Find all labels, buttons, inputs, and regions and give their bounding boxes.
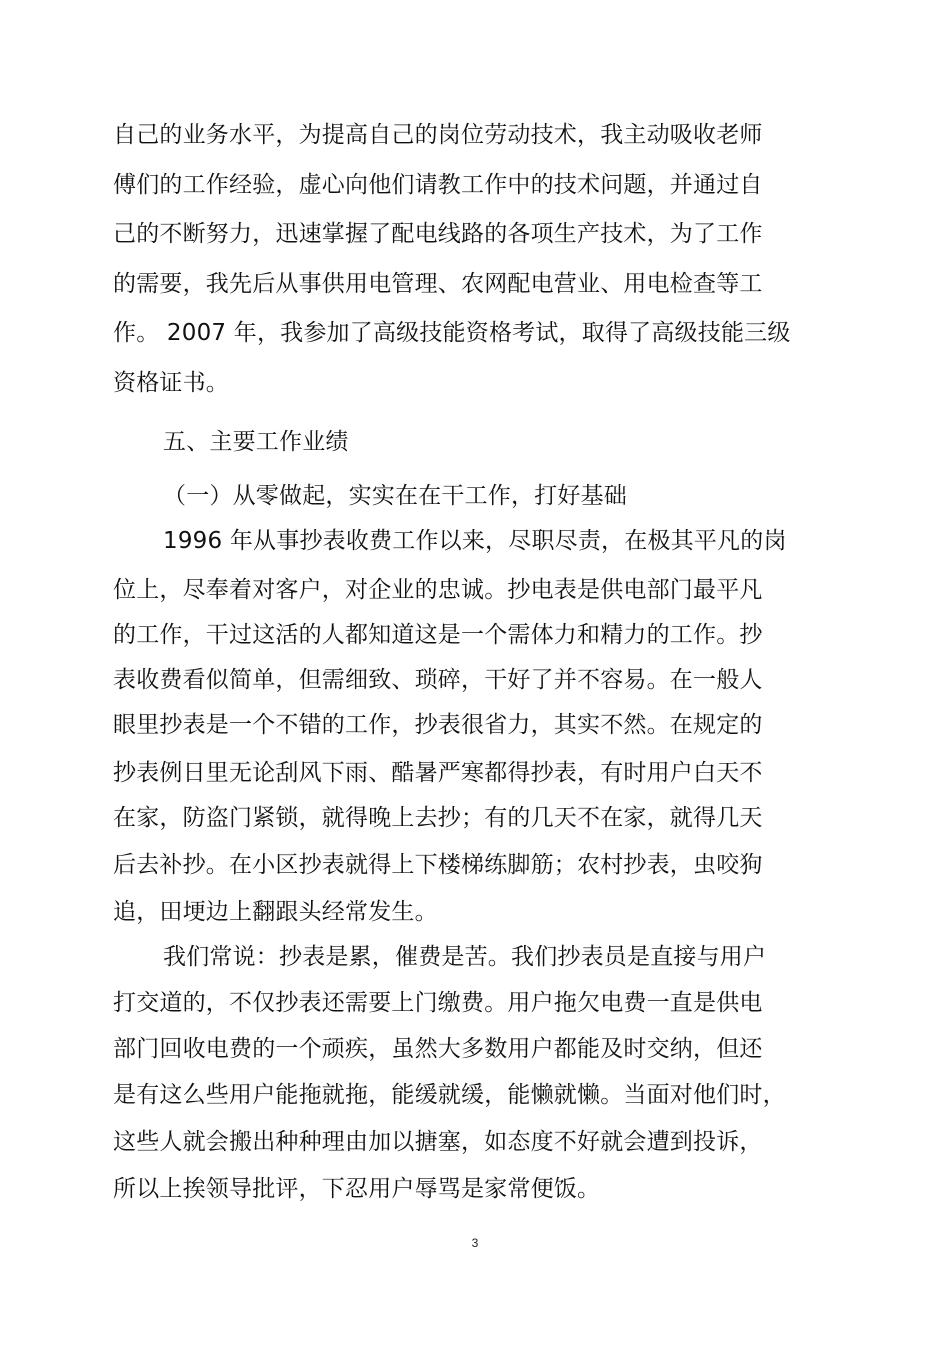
text-line: 的工作，干过这活的人都知道这是一个需体力和精力的工作。抄 — [113, 622, 763, 648]
text-line: 后去补抄。在小区抄表就得上下楼梯练脚筋；农村抄表，虫咬狗 — [113, 852, 763, 878]
text-line: 我们常说：抄表是累，催费是苦。我们抄表员是直接与用户 — [163, 944, 767, 970]
text-line: 自己的业务水平，为提高自己的岗位劳动技术，我主动吸收老师 — [113, 122, 763, 148]
text-line: 1996 年从事抄表收费工作以来，尽职尽责，在极其平凡的岗 — [163, 528, 787, 554]
page-number: 3 — [471, 1236, 479, 1250]
text-line: 是有这么些用户能拖就拖，能缓就缓，能懒就懒。当面对他们时， — [113, 1082, 786, 1108]
text-line: 抄表例日里无论刮风下雨、酷暑严寒都得抄表，有时用户白天不 — [113, 760, 763, 786]
text-line: 傅们的工作经验，虚心向他们请教工作中的技术问题，并通过自 — [113, 172, 763, 198]
text-line: 所以上挨领导批评，下忍用户辱骂是家常便饭。 — [113, 1176, 601, 1202]
text-line: 追，田埂边上翻跟头经常发生。 — [113, 899, 438, 925]
text-line: 表收费看似简单，但需细致、琐碎，干好了并不容易。在一般人 — [113, 667, 763, 693]
text-line: 部门回收电费的一个顽疾，虽然大多数用户都能及时交纳，但还 — [113, 1036, 763, 1062]
subsection-heading: （一）从零做起，实实在在干工作，打好基础 — [163, 483, 627, 509]
text-line: 的需要，我先后从事供用电管理、农网配电营业、用电检查等工 — [113, 271, 763, 297]
text-line: 资格证书。 — [113, 370, 229, 396]
text-line: 己的不断努力，迅速掌握了配电线路的各项生产技术，为了工作 — [113, 221, 763, 247]
text-line: 眼里抄表是一个不错的工作，抄表很省力，其实不然。在规定的 — [113, 712, 763, 738]
text-line: 在家，防盗门紧锁，就得晚上去抄；有的几天不在家，就得几天 — [113, 805, 763, 831]
text-line: 位上，尽奉着对客户，对企业的忠诚。抄电表是供电部门最平凡 — [113, 577, 763, 603]
text-line: 这些人就会搬出种种理由加以搪塞，如态度不好就会遭到投诉， — [113, 1129, 763, 1155]
text-line: 作。 2007 年，我参加了高级技能资格考试，取得了高级技能三级 — [113, 320, 791, 346]
section-heading: 五、主要工作业绩 — [163, 429, 349, 455]
text-line: 打交道的，不仅抄表还需要上门缴费。用户拖欠电费一直是供电 — [113, 990, 763, 1016]
